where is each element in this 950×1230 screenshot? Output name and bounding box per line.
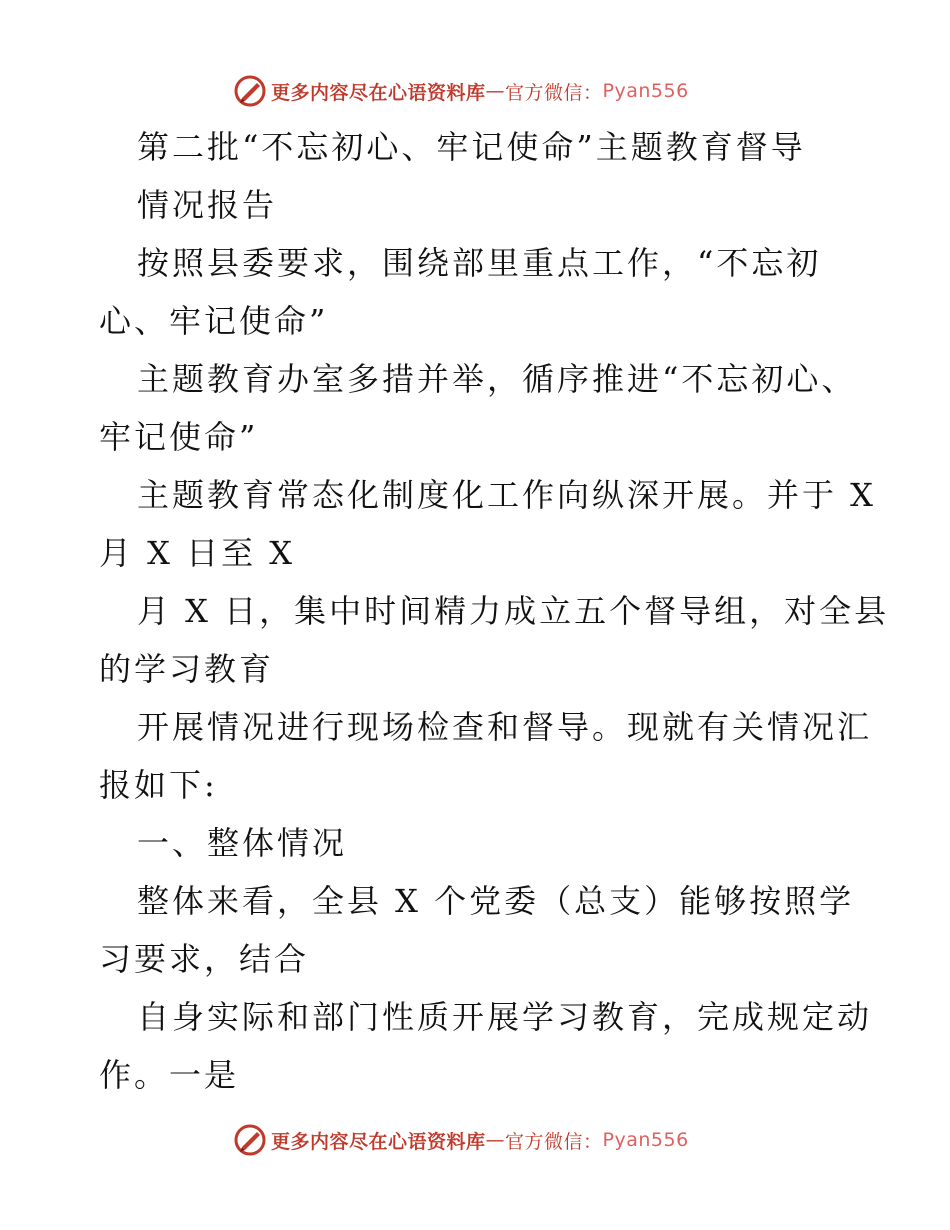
text-line: 心、牢记使命”: [99, 302, 329, 340]
text-line: 报如下:: [99, 766, 218, 804]
text-line: 主题教育常态化制度化工作向纵深开展。并于 X: [137, 476, 876, 514]
text-line: 作。一是: [99, 1056, 240, 1094]
text-line: 牢记使命”: [99, 418, 259, 456]
text-line: 整体来看，全县 X 个党委（总支）能够按照学: [137, 882, 855, 920]
text-line: 开展情况进行现场检查和督导。现就有关情况汇: [137, 708, 873, 746]
text-line: 的学习教育: [99, 650, 275, 688]
text-line: 主题教育办室多措并举，循序推进“不忘初心、: [137, 360, 857, 398]
watermark-dash: —: [485, 1129, 506, 1151]
text-line: 按照县委要求，围绕部里重点工作，“不忘初: [137, 244, 822, 282]
text-line: 第二批“不忘初心、牢记使命”主题教育督导: [137, 128, 806, 166]
text-line: 习要求，结合: [99, 940, 310, 978]
quill-logo-icon: [233, 1123, 267, 1157]
watermark-label: 官方微信：: [505, 81, 603, 104]
watermark-id: Pyan556: [602, 1129, 689, 1151]
quill-logo-icon: [233, 74, 267, 108]
text-line: 自身实际和部门性质开展学习教育，完成规定动: [137, 998, 873, 1036]
text-line: 月 X 日，集中时间精力成立五个督导组，对全县: [137, 592, 890, 630]
header-watermark: [233, 74, 753, 108]
text-line: 月 X 日至 X: [99, 534, 296, 572]
section-heading: 一、整体情况: [137, 824, 348, 862]
footer-watermark: [233, 1123, 753, 1157]
document-body: [99, 118, 890, 1104]
watermark-dash: —: [485, 80, 506, 102]
watermark-text: 更多内容尽在心语资料库: [271, 1130, 486, 1153]
watermark-id: Pyan556: [602, 80, 689, 102]
text-line: 情况报告: [137, 186, 278, 224]
watermark-label: 官方微信：: [505, 1130, 603, 1153]
watermark-text: 更多内容尽在心语资料库: [271, 81, 486, 104]
